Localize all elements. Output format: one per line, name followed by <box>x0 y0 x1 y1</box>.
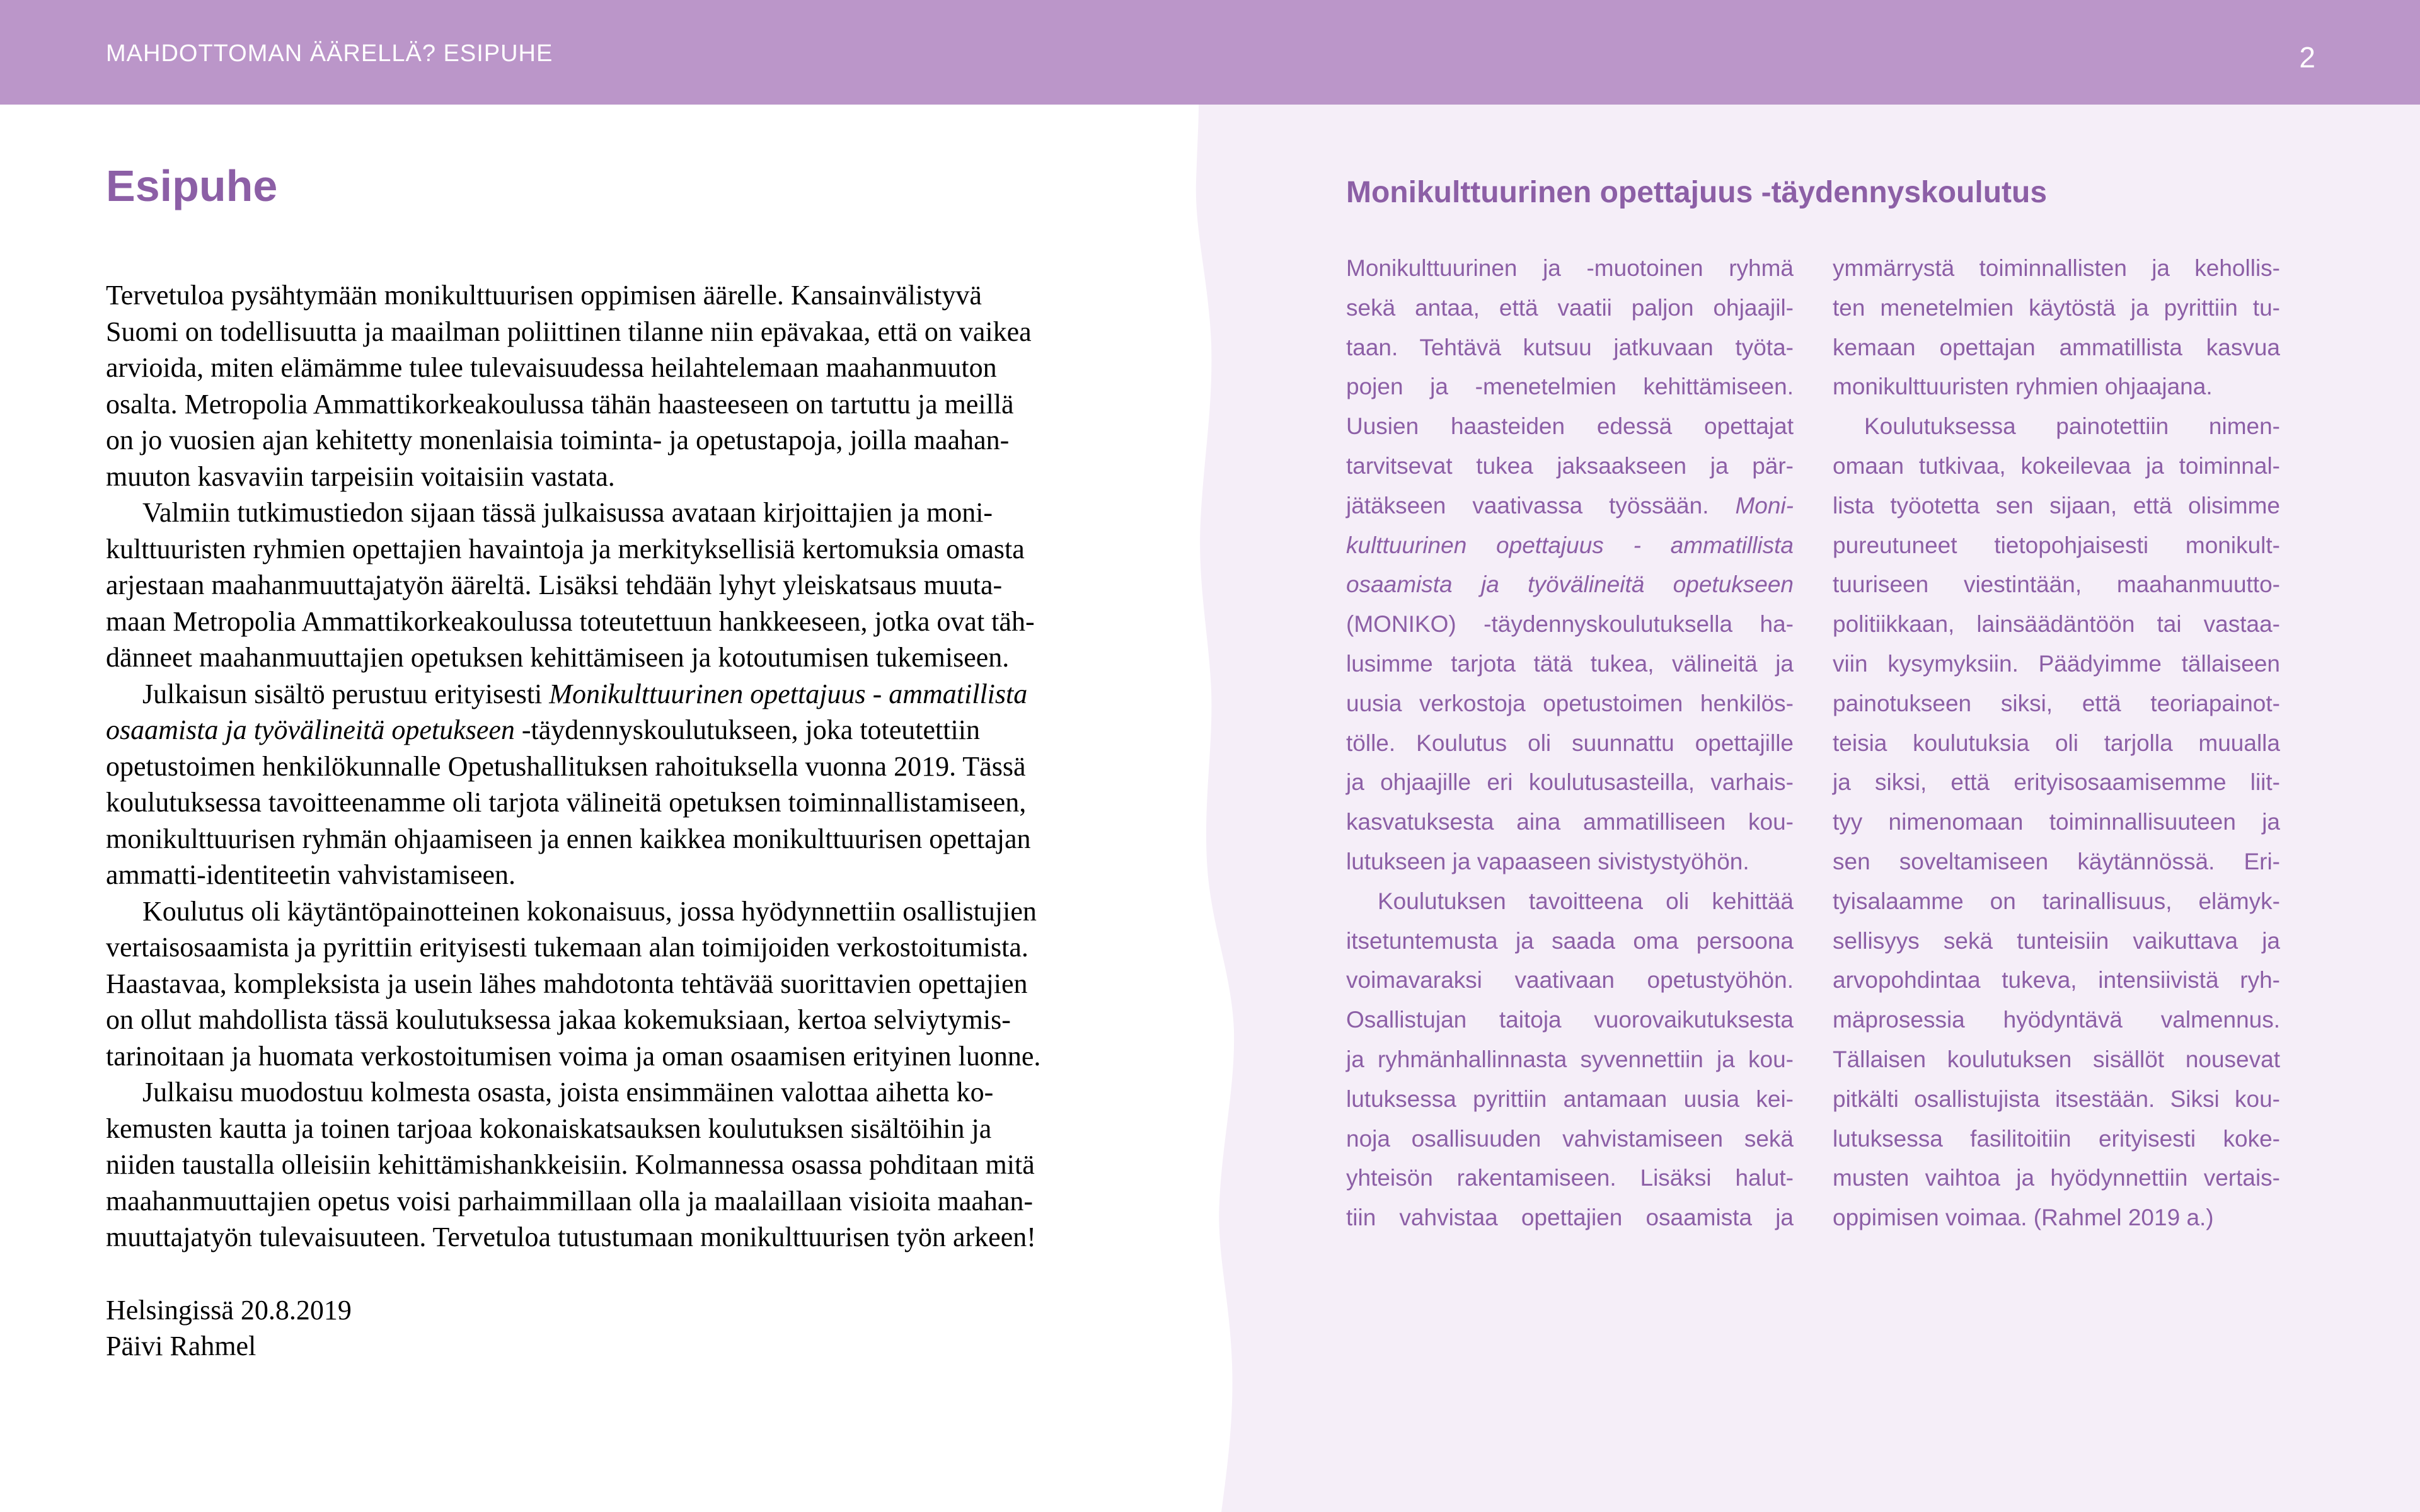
text-run: Tällaisen koulutuksen sisällöt nousevat <box>1833 1046 2280 1072</box>
sidebar-text-line <box>1346 1198 1794 1238</box>
text-run: oppimisen voimaa. (Rahmel 2019 a.) <box>1833 1205 2214 1231</box>
text-run: voimavaraksi vaativaan opetustyöhön. <box>1346 967 1794 994</box>
text-run: vertaisosaamista ja pyrittiin erityisesti tukemaan alan toimijoiden verkostoitumista. <box>106 932 1028 963</box>
text-run: politiikkaan, lainsäädäntöön tai vastaa- <box>1833 611 2280 638</box>
sidebar-text-line <box>1346 328 1794 368</box>
page-title: Esipuhe <box>106 161 278 210</box>
text-run: on ollut mahdollista tässä koulutuksessa jakaa kokemuksiaan, kertoa selviytymis- <box>106 1004 1011 1035</box>
sidebar-text-line <box>1833 565 2280 605</box>
sidebar-text-line <box>1346 842 1794 882</box>
italic-text: kulttuurinen opettajuus - ammatillista <box>1346 532 1794 558</box>
sidebar-text-line <box>1833 1159 2280 1198</box>
paragraph-line <box>106 277 1146 314</box>
text-run: niiden taustalla olleisiin kehittämishankkeisiin. Kolmannessa osassa pohditaan mitä <box>106 1149 1035 1180</box>
sidebar-text-line <box>1833 447 2280 486</box>
signature-block <box>106 1292 1146 1365</box>
sidebar-text-line <box>1833 961 2280 1000</box>
text-run: tyisalaamme on tarinallisuus, elämyk- <box>1833 888 2280 914</box>
sidebar-text-line <box>1833 249 2280 289</box>
sidebar-text-line <box>1833 1040 2280 1080</box>
paragraph-line <box>106 1111 1146 1147</box>
italic-text: Monikulttuurinen opettajuus - ammatillista <box>549 678 1028 709</box>
text-run: monikulttuurisen ryhmän ohjaamiseen ja ennen kaikkea monikulttuurisen opettajan <box>106 823 1031 854</box>
sidebar-text-line <box>1833 803 2280 842</box>
sidebar-text-line <box>1833 605 2280 644</box>
paragraph-line <box>106 857 1146 893</box>
sidebar-text-line <box>1346 526 1794 566</box>
text-run: Koulutuksen tavoitteena oli kehittää <box>1378 888 1794 914</box>
sidebar-text-line <box>1833 328 2280 368</box>
sidebar-text-line <box>1346 684 1794 724</box>
sidebar-text-line <box>1833 289 2280 328</box>
sidebar-text-line <box>1833 1198 2280 1238</box>
paragraph-line <box>106 1147 1146 1183</box>
text-run: Koulutuksessa painotettiin nimen- <box>1864 413 2280 440</box>
signature-place-date: Helsingissä 20.8.2019 <box>106 1294 352 1326</box>
text-run: ja ohjaajille eri koulutusasteilla, varhais- <box>1346 769 1794 796</box>
sidebar-text-line <box>1833 922 2280 961</box>
paragraph-line <box>106 639 1146 676</box>
text-run: sen soveltamiseen käytännössä. Eri- <box>1833 848 2280 874</box>
paragraph-line <box>106 1002 1146 1038</box>
paragraph-line <box>106 893 1146 930</box>
sidebar-text-line <box>1346 1080 1794 1120</box>
paragraph-line <box>106 676 1146 713</box>
paragraph-line <box>106 459 1146 495</box>
sidebar-text-line <box>1346 1159 1794 1198</box>
text-run: kemaan opettajan ammatillista kasvua <box>1833 334 2280 360</box>
preface-column <box>106 158 1146 1365</box>
paragraph-line <box>106 604 1146 640</box>
sidebar-text-line <box>1346 803 1794 842</box>
text-run: tuuriseen viestintään, maahanmuutto- <box>1833 571 2280 598</box>
italic-text: Moni- <box>1735 492 1794 518</box>
text-run: tarvitsevat tukea jaksaakseen ja pär- <box>1346 452 1794 479</box>
paragraph-line <box>106 784 1146 821</box>
sidebar-text-line <box>1346 1000 1794 1040</box>
text-run: tölle. Koulutus oli suunnattu opettajille <box>1346 730 1794 756</box>
sidebar-text-line <box>1346 447 1794 486</box>
text-run: kasvatuksesta aina ammatilliseen kou- <box>1346 809 1794 835</box>
text-run: noja osallisuuden vahvistamiseen sekä <box>1346 1125 1794 1152</box>
paragraph-line <box>106 748 1146 785</box>
text-run: yhteisön rakentamiseen. Lisäksi halut- <box>1346 1165 1794 1191</box>
paragraph-line <box>106 929 1146 966</box>
text-run: on jo vuosien ajan kehitetty monenlaisia toiminta- ja opetustapoja, joilla maahan- <box>106 425 1010 455</box>
paragraph-line <box>106 531 1146 568</box>
sidebar-text-line <box>1833 684 2280 724</box>
text-run: Haastavaa, kompleksista ja usein lähes mahdotonta tehtävää suorittavien opettajien <box>106 968 1028 999</box>
text-run: maahanmuuttajien opetus voisi parhaimmillaan olla ja maalaillaan visioita maahan- <box>106 1185 1034 1217</box>
text-run: tyy nimenomaan toiminnallisuuteen ja <box>1833 809 2280 835</box>
text-run: koulutuksessa tavoitteenamme oli tarjota välineitä opetuksen toiminnallistamiseen, <box>106 787 1027 818</box>
sidebar-text-line <box>1833 644 2280 684</box>
sidebar-text-line <box>1346 763 1794 803</box>
text-run: lutuksessa pyrittiin antamaan uusia kei- <box>1346 1085 1794 1112</box>
page-number: 2 <box>2299 41 2315 74</box>
text-run: ja siksi, että erityisosaamisemme liit- <box>1833 769 2280 796</box>
text-run: lista työotetta sen sijaan, että olisimme <box>1833 492 2280 518</box>
text-run: kulttuuristen ryhmien opettajien havaintoja ja merkityksellisiä kertomuksia omasta <box>106 533 1025 564</box>
text-run: arjestaan maahanmuuttajatyön ääreltä. Lisäksi tehdään lyhyt yleiskatsaus muuta- <box>106 570 1003 600</box>
sidebar-text-line <box>1833 367 2280 407</box>
sidebar-text-line <box>1833 724 2280 764</box>
sidebar-column-1 <box>1346 249 1794 1238</box>
text-run: Uusien haasteiden edessä opettajat <box>1346 413 1794 440</box>
text-run: jätäkseen vaativassa työssään. <box>1346 492 1736 518</box>
text-run: tarinoitaan ja huomata verkostoitumisen voima ja oman osaamisen erityinen luonne. <box>106 1040 1041 1072</box>
text-run: muuton kasvaviin tarpeisiin voitaisiin vastata. <box>106 461 615 492</box>
text-run: arvopohdintaa tukeva, intensiivistä ryh- <box>1833 967 2280 994</box>
italic-text: osaamista ja työvälineitä opetukseen <box>106 714 515 745</box>
text-run: Osallistujan taitoja vuorovaikutuksesta <box>1346 1007 1794 1033</box>
text-run: arvioida, miten elämämme tulee tulevaisuudessa heilahtelemaan maahanmuuton <box>106 352 997 383</box>
text-run: Monikulttuurinen ja -muotoinen ryhmä <box>1346 255 1794 281</box>
paragraph-line <box>106 567 1146 604</box>
text-run: musten vaihtoa ja hyödynnettiin vertais- <box>1833 1165 2280 1191</box>
paragraph-line <box>106 1183 1146 1220</box>
text-run: ten menetelmien käytöstä ja pyrittiin tu- <box>1833 294 2280 321</box>
sidebar-text-line <box>1833 882 2280 922</box>
sidebar-text-line <box>1346 961 1794 1000</box>
signature-author: Päivi Rahmel <box>106 1331 256 1361</box>
sidebar-text-line <box>1346 486 1794 526</box>
sidebar-column-2 <box>1833 249 2280 1238</box>
text-run: lutuksessa fasilitoitiin erityisesti koke- <box>1833 1125 2280 1152</box>
text-run: Suomi on todellisuutta ja maailman poliittinen tilanne niin epävakaa, että on vaikea <box>106 316 1032 347</box>
text-run: teisia koulutuksia oli tarjolla muualla <box>1833 730 2280 756</box>
page-header <box>0 0 2420 105</box>
sidebar-text-line <box>1833 407 2280 447</box>
sidebar-text-line <box>1346 882 1794 922</box>
text-run: sekä antaa, että vaatii paljon ohjaajil- <box>1346 294 1794 321</box>
sidebar-text-line <box>1833 1080 2280 1120</box>
text-run: lusimme tarjota tätä tukea, välineitä ja <box>1346 650 1794 677</box>
text-run: ja ryhmänhallinnasta syvennettiin ja kou- <box>1346 1046 1794 1072</box>
sidebar-title: Monikulttuurinen opettajuus -täydennyskoulutus <box>1346 176 2048 209</box>
sidebar-text-line <box>1833 486 2280 526</box>
sidebar-text-line <box>1346 1120 1794 1159</box>
running-header-title: MAHDOTTOMAN ÄÄRELLÄ? ESIPUHE <box>106 40 553 67</box>
text-run: -täydennyskoulutukseen, joka toteutettiin <box>514 714 980 745</box>
preface-body <box>106 277 1146 1256</box>
text-run: kemusten kautta ja toinen tarjoaa kokonaiskatsauksen koulutuksen sisältöihin ja <box>106 1113 992 1144</box>
sidebar-text-line <box>1833 1000 2280 1040</box>
paragraph-line <box>106 1219 1146 1256</box>
sidebar-text-line <box>1346 407 1794 447</box>
text-run: itsetuntemusta ja saada oma persoona <box>1346 927 1794 954</box>
text-run: viin kysymyksiin. Päädyimme tällaiseen <box>1833 650 2280 677</box>
sidebar-text-line <box>1833 842 2280 882</box>
paragraph-line <box>106 1074 1146 1111</box>
paragraph-line <box>106 314 1146 350</box>
paragraph-line <box>106 495 1146 531</box>
text-run: opetustoimen henkilökunnalle Opetushallituksen rahoituksella vuonna 2019. Tässä <box>106 750 1026 782</box>
paragraph-line <box>106 712 1146 748</box>
text-run: Tervetuloa pysähtymään monikulttuurisen oppimisen äärelle. Kansainvälistyvä <box>106 280 982 311</box>
text-run: Koulutus oli käytäntöpainotteinen kokonaisuus, jossa hyödynnettiin osallistujien <box>142 895 1037 927</box>
text-run: ammatti-identiteetin vahvistamiseen. <box>106 859 516 890</box>
text-run: maan Metropolia Ammattikorkeakoulussa toteutettuun hankkeeseen, jotka ovat täh- <box>106 605 1035 637</box>
text-run: pitkälti osallistujista itsestään. Siksi kou- <box>1833 1085 2280 1112</box>
sidebar-text-line <box>1346 289 1794 328</box>
sidebar-text-line <box>1833 526 2280 566</box>
paragraph-line <box>106 1038 1146 1075</box>
text-run: uusia verkostoja opetustoimen henkilös- <box>1346 690 1794 716</box>
sidebar-text-line <box>1346 249 1794 289</box>
text-run: taan. Tehtävä kutsuu jatkuvaan työta- <box>1346 334 1794 360</box>
text-run: ymmärrystä toiminnallisten ja kehollis- <box>1833 255 2280 281</box>
paragraph-line <box>106 966 1146 1002</box>
text-run: osalta. Metropolia Ammattikorkeakoulussa tähän haasteeseen on tartuttu ja meillä <box>106 388 1014 420</box>
paragraph-line <box>106 422 1146 459</box>
text-run: monikulttuuristen ryhmien ohjaajana. <box>1833 374 2213 400</box>
italic-text: osaamista ja työvälineitä opetukseen <box>1346 571 1794 598</box>
sidebar-text-line <box>1346 922 1794 961</box>
sidebar-text-line <box>1833 1120 2280 1159</box>
sidebar-text-line <box>1346 644 1794 684</box>
text-run: Valmiin tutkimustiedon sijaan tässä julkaisussa avataan kirjoittajien ja moni- <box>142 497 993 528</box>
sidebar-text-line <box>1346 724 1794 764</box>
text-run: Julkaisun sisältö perustuu erityisesti <box>142 678 550 709</box>
paragraph-line <box>106 386 1146 423</box>
paragraph-line <box>106 350 1146 386</box>
text-run: tiin vahvistaa opettajien osaamista ja <box>1346 1205 1794 1231</box>
text-run: mäprosessia hyödyntävä valmennus. <box>1833 1007 2280 1033</box>
paragraph-line <box>106 821 1146 857</box>
text-run: (MONIKO) -täydennyskoulutuksella ha- <box>1346 611 1794 638</box>
text-run: dänneet maahanmuuttajien opetuksen kehittämiseen ja kotoutumisen tukemiseen. <box>106 642 1010 673</box>
sidebar-text-line <box>1346 1040 1794 1080</box>
text-run: pojen ja -menetelmien kehittämiseen. <box>1346 374 1794 400</box>
text-run: painotukseen siksi, että teoriapainot- <box>1833 690 2280 716</box>
text-run: lutukseen ja vapaaseen sivistystyöhön. <box>1346 848 1749 874</box>
sidebar-text-line <box>1346 367 1794 407</box>
text-run: muuttajatyön tulevaisuuteen. Tervetuloa tutustumaan monikulttuurisen työn arkeen! <box>106 1222 1036 1252</box>
sidebar-text-line <box>1346 605 1794 644</box>
text-run: omaan tutkivaa, kokeilevaa ja toiminnal- <box>1833 452 2280 479</box>
sidebar-text-line <box>1833 763 2280 803</box>
text-run: sellisyys sekä tunteisiin vaikuttava ja <box>1833 927 2280 954</box>
text-run: pureutuneet tietopohjaisesti monikult- <box>1833 532 2280 558</box>
sidebar-text-line <box>1346 565 1794 605</box>
text-run: Julkaisu muodostuu kolmesta osasta, joista ensimmäinen valottaa aihetta ko- <box>142 1077 994 1108</box>
